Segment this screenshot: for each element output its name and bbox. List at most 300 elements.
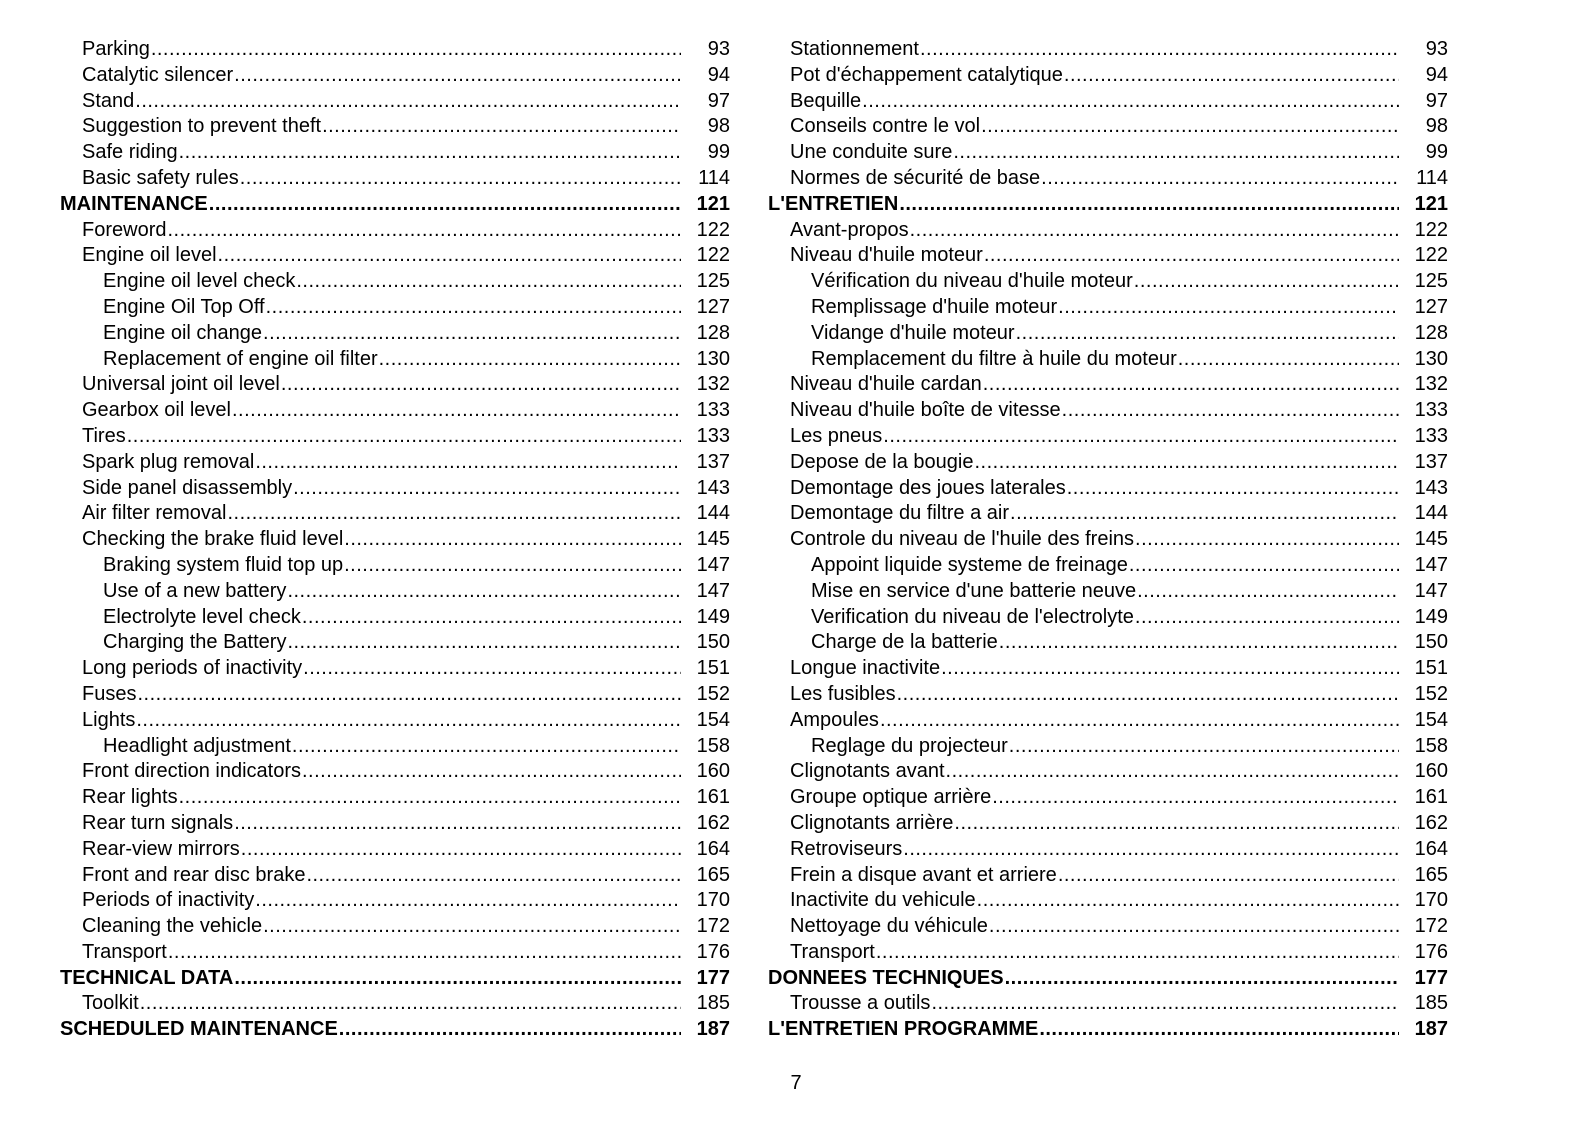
dot-leader — [880, 708, 1399, 734]
dot-leader — [920, 37, 1399, 63]
dot-leader — [941, 656, 1399, 682]
toc-entry — [60, 398, 730, 424]
toc-entry-title: Verification du niveau de l'electrolyte — [811, 605, 1134, 628]
toc-entry-page: 147 — [696, 553, 730, 576]
toc-entry-title: Suggestion to prevent theft — [82, 115, 322, 138]
toc-entry-title: Periods of inactivity — [82, 889, 255, 912]
dot-leader — [135, 89, 681, 115]
dot-leader — [255, 450, 681, 476]
toc-entry-page: 176 — [696, 940, 730, 963]
toc-entry-title: TECHNICAL DATA — [60, 966, 234, 989]
toc-entry-page: 185 — [696, 992, 730, 1015]
toc-entry-title: Foreword — [82, 218, 167, 241]
toc-entry — [768, 140, 1448, 166]
dot-leader — [293, 476, 681, 502]
toc-entry-page: 165 — [696, 863, 730, 886]
toc-entry-page: 97 — [1425, 89, 1448, 112]
toc-entry — [60, 811, 730, 837]
toc-entry — [768, 321, 1448, 347]
toc-entry-page: 93 — [1425, 38, 1448, 60]
dot-leader — [306, 863, 681, 889]
toc-entry — [60, 991, 730, 1017]
toc-entry — [768, 527, 1448, 553]
toc-entry — [768, 630, 1448, 656]
toc-entry-title: Niveau d'huile moteur — [790, 244, 983, 267]
dot-leader — [903, 837, 1399, 863]
dot-leader — [931, 991, 1399, 1017]
toc-entry — [768, 888, 1448, 914]
toc-entry-title: SCHEDULED MAINTENANCE — [60, 1018, 338, 1041]
dot-leader — [1058, 863, 1399, 889]
toc-entry-page: 93 — [707, 38, 730, 60]
toc-entry-title: Stationnement — [790, 38, 919, 60]
toc-entry-page: 154 — [1414, 708, 1448, 731]
dot-leader — [953, 140, 1399, 166]
toc-entry — [60, 682, 730, 708]
toc-entry — [768, 269, 1448, 295]
toc-entry-title: Toolkit — [82, 992, 139, 1015]
toc-entry-title: Clignotants arrière — [790, 811, 954, 834]
toc-entry — [768, 940, 1448, 966]
toc-entry-page: 147 — [1414, 579, 1448, 602]
toc-entry-title: Une conduite sure — [790, 141, 953, 164]
toc-entry — [60, 243, 730, 269]
toc-entry — [60, 140, 730, 166]
toc-section-heading — [768, 966, 1448, 992]
toc-entry — [768, 605, 1448, 631]
toc-entry-page: 99 — [1425, 141, 1448, 164]
dot-leader — [302, 759, 681, 785]
toc-entry-title: Inactivite du vehicule — [790, 889, 976, 912]
toc-entry-page: 150 — [1414, 631, 1448, 654]
toc-entry-page: 151 — [696, 657, 730, 680]
toc-entry-title: Longue inactivite — [790, 657, 941, 680]
toc-entry — [60, 501, 730, 527]
dot-leader — [296, 269, 681, 295]
dot-leader — [910, 218, 1399, 244]
dot-leader — [1064, 63, 1399, 89]
dot-leader — [302, 605, 681, 631]
toc-entry — [60, 656, 730, 682]
dot-leader — [140, 991, 681, 1017]
toc-entry-page: 172 — [696, 915, 730, 938]
toc-entry-title: Avant-propos — [790, 218, 909, 241]
toc-entry-title: Engine oil change — [103, 321, 263, 344]
toc-entry-title: Air filter removal — [82, 502, 227, 525]
toc-entry — [768, 37, 1448, 63]
toc-entry-page: 97 — [707, 89, 730, 112]
toc-entry-title: Depose de la bougie — [790, 450, 974, 473]
toc-entry-page: 122 — [696, 218, 730, 241]
dot-leader — [179, 785, 681, 811]
dot-leader — [862, 89, 1399, 115]
dot-leader — [287, 579, 681, 605]
toc-entry-title: Braking system fluid top up — [103, 553, 344, 576]
toc-entry — [60, 347, 730, 373]
dot-leader — [1134, 269, 1399, 295]
toc-entry-page: 98 — [707, 115, 730, 138]
toc-entry — [60, 630, 730, 656]
toc-entry — [60, 837, 730, 863]
toc-entry-page: 187 — [696, 1018, 730, 1041]
toc-entry-title: Rear turn signals — [82, 811, 234, 834]
toc-entry-title: Basic safety rules — [82, 166, 239, 189]
toc-entry-title: Gearbox oil level — [82, 399, 231, 422]
dot-leader — [281, 372, 681, 398]
toc-entry — [60, 863, 730, 889]
dot-leader — [1135, 527, 1399, 553]
toc-entry — [768, 450, 1448, 476]
toc-entry-page: 149 — [696, 605, 730, 628]
dot-leader — [1010, 501, 1399, 527]
toc-entry — [768, 914, 1448, 940]
toc-section-heading — [60, 966, 730, 992]
toc-entry-title: Normes de sécurité de base — [790, 166, 1041, 189]
toc-entry-page: 132 — [1414, 373, 1448, 396]
toc-entry — [60, 321, 730, 347]
toc-column-french — [768, 37, 1448, 1043]
dot-leader — [179, 140, 681, 166]
toc-entry-page: 121 — [696, 192, 730, 215]
dot-leader — [379, 347, 681, 373]
dot-leader — [1058, 295, 1399, 321]
dot-leader — [1129, 553, 1399, 579]
dot-leader — [876, 940, 1399, 966]
dot-leader — [1067, 476, 1399, 502]
toc-entry-title: Remplissage d'huile moteur — [811, 295, 1058, 318]
dot-leader — [234, 63, 681, 89]
dot-leader — [1135, 605, 1399, 631]
toc-entry-page: 133 — [1414, 399, 1448, 422]
toc-entry-title: Replacement of engine oil filter — [103, 347, 378, 370]
toc-entry-title: Niveau d'huile cardan — [790, 373, 982, 396]
toc-entry — [768, 295, 1448, 321]
toc-entry-title: Fuses — [82, 682, 137, 705]
toc-entry-title: Transport — [790, 940, 875, 963]
toc-entry-title: Reglage du projecteur — [811, 734, 1008, 757]
toc-entry-title: Clignotants avant — [790, 760, 945, 783]
toc-entry — [768, 476, 1448, 502]
toc-entry-title: Safe riding — [82, 141, 178, 164]
toc-entry-title: Electrolyte level check — [103, 605, 301, 628]
toc-entry — [768, 656, 1448, 682]
toc-entry — [768, 63, 1448, 89]
toc-entry-page: 94 — [707, 63, 730, 86]
toc-entry — [60, 553, 730, 579]
toc-entry-page: 154 — [696, 708, 730, 731]
toc-entry — [768, 863, 1448, 889]
toc-entry — [768, 837, 1448, 863]
dot-leader — [209, 192, 681, 218]
toc-entry-title: Les fusibles — [790, 682, 896, 705]
toc-entry — [60, 450, 730, 476]
toc-entry — [60, 940, 730, 966]
toc-entry-page: 125 — [1414, 270, 1448, 293]
toc-entry — [768, 243, 1448, 269]
toc-entry — [768, 89, 1448, 115]
toc-entry-title: Niveau d'huile boîte de vitesse — [790, 399, 1061, 422]
toc-entry-title: Headlight adjustment — [103, 734, 291, 757]
toc-entry-page: 143 — [1414, 476, 1448, 499]
toc-entry-page: 152 — [696, 682, 730, 705]
toc-entry — [768, 114, 1448, 140]
toc-entry-title: Front and rear disc brake — [82, 863, 306, 886]
dot-leader — [983, 372, 1399, 398]
dot-leader — [1016, 321, 1399, 347]
toc-entry-page: 177 — [696, 966, 730, 989]
toc-entry-title: MAINTENANCE — [60, 192, 208, 215]
dot-leader — [1178, 347, 1399, 373]
toc-entry-title: Appoint liquide systeme de freinage — [811, 553, 1128, 576]
toc-entry-page: 150 — [696, 631, 730, 654]
toc-entry — [60, 37, 730, 63]
toc-entry-title: Vérification du niveau d'huile moteur — [811, 270, 1133, 293]
dot-leader — [266, 295, 681, 321]
toc-entry-page: 114 — [1416, 166, 1448, 189]
toc-entry-page: 158 — [1414, 734, 1448, 757]
toc-entry-page: 145 — [696, 528, 730, 551]
toc-entry-title: Spark plug removal — [82, 450, 255, 473]
toc-entry — [60, 605, 730, 631]
toc-entry-page: 145 — [1414, 528, 1448, 551]
dot-leader — [137, 682, 681, 708]
toc-entry-page: 130 — [696, 347, 730, 370]
dot-leader — [946, 759, 1399, 785]
dot-leader — [287, 630, 681, 656]
toc-entry-page: 130 — [1414, 347, 1448, 370]
toc-section-heading — [60, 1017, 730, 1043]
toc-entry-page: 121 — [1414, 192, 1448, 215]
dot-leader — [234, 811, 681, 837]
dot-leader — [1041, 166, 1399, 192]
toc-entry-title: Lights — [82, 708, 136, 731]
toc-entry — [768, 166, 1448, 192]
toc-entry-page: 147 — [1414, 553, 1448, 576]
toc-entry — [60, 785, 730, 811]
dot-leader — [899, 192, 1399, 218]
toc-entry — [768, 708, 1448, 734]
toc-entry-page: 152 — [1414, 682, 1448, 705]
toc-entry-page: 172 — [1414, 915, 1448, 938]
toc-entry-page: 133 — [1414, 424, 1448, 447]
dot-leader — [136, 708, 681, 734]
dot-leader — [263, 914, 681, 940]
toc-entry-page: 133 — [696, 399, 730, 422]
dot-leader — [292, 734, 681, 760]
toc-entry — [60, 527, 730, 553]
dot-leader — [218, 243, 681, 269]
dot-leader — [989, 914, 1399, 940]
toc-entry-page: 177 — [1414, 966, 1448, 989]
page-number: 7 — [790, 1072, 802, 1094]
toc-column-english — [60, 37, 730, 1043]
toc-entry — [60, 89, 730, 115]
toc-entry-title: Nettoyage du véhicule — [790, 915, 988, 938]
toc-entry-page: 122 — [1414, 244, 1448, 267]
toc-entry-title: Charge de la batterie — [811, 631, 998, 654]
dot-leader — [883, 424, 1399, 450]
dot-leader — [1039, 1017, 1399, 1043]
toc-entry — [768, 682, 1448, 708]
dot-leader — [168, 940, 681, 966]
toc-entry — [768, 811, 1448, 837]
dot-leader — [992, 785, 1399, 811]
toc-entry — [768, 991, 1448, 1017]
toc-entry-page: 137 — [696, 450, 730, 473]
toc-entry — [768, 501, 1448, 527]
toc-entry — [60, 914, 730, 940]
toc-entry — [60, 734, 730, 760]
toc-entry-page: 158 — [696, 734, 730, 757]
toc-entry-title: Frein a disque avant et arriere — [790, 863, 1057, 886]
toc-entry — [60, 166, 730, 192]
toc-entry-page: 185 — [1414, 992, 1448, 1015]
toc-entry-page: 122 — [1414, 218, 1448, 241]
toc-section-heading — [768, 192, 1448, 218]
toc-entry-title: Groupe optique arrière — [790, 786, 992, 809]
toc-entry-page: 149 — [1414, 605, 1448, 628]
toc-entry-title: Front direction indicators — [82, 760, 301, 783]
toc-entry-page: 127 — [1414, 295, 1448, 318]
toc-entry — [768, 553, 1448, 579]
dot-leader — [167, 218, 681, 244]
dot-leader — [981, 114, 1399, 140]
toc-entry-title: Parking — [82, 38, 150, 60]
toc-entry-page: 162 — [1414, 811, 1448, 834]
toc-entry — [768, 218, 1448, 244]
toc-entry-title: Engine oil level — [82, 244, 217, 267]
toc-entry-title: Bequille — [790, 89, 862, 112]
toc-entry — [60, 424, 730, 450]
dot-leader — [241, 837, 681, 863]
dot-leader — [255, 888, 681, 914]
toc-entry-title: Trousse a outils — [790, 992, 931, 1015]
toc-entry — [60, 579, 730, 605]
toc-entry-title: Charging the Battery — [103, 631, 287, 654]
toc-entry-page: 122 — [696, 244, 730, 267]
toc-entry — [60, 63, 730, 89]
dot-leader — [954, 811, 1399, 837]
dot-leader — [234, 966, 681, 992]
toc-entry-page: 151 — [1414, 657, 1448, 680]
toc-entry-title: Use of a new battery — [103, 579, 287, 602]
toc-entry-title: Stand — [82, 89, 135, 112]
toc-entry-page: 187 — [1414, 1018, 1448, 1041]
toc-entry-page: 127 — [696, 295, 730, 318]
toc-entry-page: 98 — [1425, 115, 1448, 138]
dot-leader — [344, 553, 681, 579]
dot-leader — [984, 243, 1399, 269]
toc-entry-page: 147 — [696, 579, 730, 602]
toc-entry — [768, 734, 1448, 760]
toc-entry-page: 128 — [1414, 321, 1448, 344]
toc-entry-page: 161 — [1414, 786, 1448, 809]
dot-leader — [322, 114, 681, 140]
dot-leader — [232, 398, 681, 424]
toc-entry-page: 160 — [1414, 760, 1448, 783]
toc-entry-page: 114 — [698, 166, 730, 189]
dot-leader — [974, 450, 1399, 476]
toc-entry-title: Conseils contre le vol — [790, 115, 981, 138]
toc-entry — [60, 295, 730, 321]
dot-leader — [977, 888, 1399, 914]
toc-entry — [60, 759, 730, 785]
toc-entry-title: L'ENTRETIEN PROGRAMME — [768, 1018, 1039, 1041]
toc-entry-title: DONNEES TECHNIQUES — [768, 966, 1004, 989]
toc-entry — [768, 347, 1448, 373]
toc-entry-page: 164 — [1414, 837, 1448, 860]
toc-entry-title: Retroviseurs — [790, 837, 903, 860]
toc-entry-page: 143 — [696, 476, 730, 499]
toc-entry-title: Tires — [82, 424, 126, 447]
toc-entry-title: Demontage du filtre a air — [790, 502, 1010, 525]
toc-entry-title: Cleaning the vehicle — [82, 915, 263, 938]
toc-entry — [60, 269, 730, 295]
toc-entry-title: Rear lights — [82, 786, 178, 809]
toc-entry — [768, 579, 1448, 605]
toc-entry-title: Checking the brake fluid level — [82, 528, 344, 551]
dot-leader — [303, 656, 681, 682]
toc-entry-title: Vidange d'huile moteur — [811, 321, 1015, 344]
toc-entry-page: 125 — [696, 270, 730, 293]
dot-leader — [1005, 966, 1399, 992]
toc-entry-title: Pot d'échappement catalytique — [790, 63, 1063, 86]
toc-entry-page: 176 — [1414, 940, 1448, 963]
toc-entry-page: 137 — [1414, 450, 1448, 473]
toc-entry — [60, 114, 730, 140]
dot-leader — [151, 37, 681, 63]
dot-leader — [227, 501, 681, 527]
toc-entry — [768, 424, 1448, 450]
toc-entry-title: Universal joint oil level — [82, 373, 280, 396]
toc-entry-page: 165 — [1414, 863, 1448, 886]
dot-leader — [339, 1017, 681, 1043]
toc-entry-title: Engine Oil Top Off — [103, 295, 265, 318]
toc-entry — [60, 372, 730, 398]
toc-entry-title: Demontage des joues laterales — [790, 476, 1066, 499]
dot-leader — [263, 321, 681, 347]
toc-entry-page: 160 — [696, 760, 730, 783]
toc-entry-title: Catalytic silencer — [82, 63, 234, 86]
toc-entry — [768, 398, 1448, 424]
toc-entry-title: Ampoules — [790, 708, 879, 731]
toc-entry-page: 144 — [1414, 502, 1448, 525]
dot-leader — [897, 682, 1399, 708]
toc-entry — [60, 476, 730, 502]
dot-leader — [999, 630, 1399, 656]
toc-entry-title: Transport — [82, 940, 167, 963]
dot-leader — [1137, 579, 1399, 605]
toc-section-heading — [60, 192, 730, 218]
toc-section-heading — [768, 1017, 1448, 1043]
toc-entry — [768, 785, 1448, 811]
dot-leader — [1009, 734, 1399, 760]
toc-entry-title: Engine oil level check — [103, 270, 296, 293]
toc-entry-page: 128 — [696, 321, 730, 344]
dot-leader — [127, 424, 681, 450]
toc-entry — [60, 888, 730, 914]
toc-entry-page: 133 — [696, 424, 730, 447]
toc-entry-page: 164 — [696, 837, 730, 860]
toc-entry-title: Remplacement du filtre à huile du moteur — [811, 347, 1177, 370]
dot-leader — [240, 166, 681, 192]
toc-entry — [60, 218, 730, 244]
toc-entry-title: Mise en service d'une batterie neuve — [811, 579, 1137, 602]
dot-leader — [344, 527, 681, 553]
toc-entry-title: Les pneus — [790, 424, 883, 447]
toc-entry-title: Rear-view mirrors — [82, 837, 240, 860]
toc-entry-page: 170 — [1414, 889, 1448, 912]
